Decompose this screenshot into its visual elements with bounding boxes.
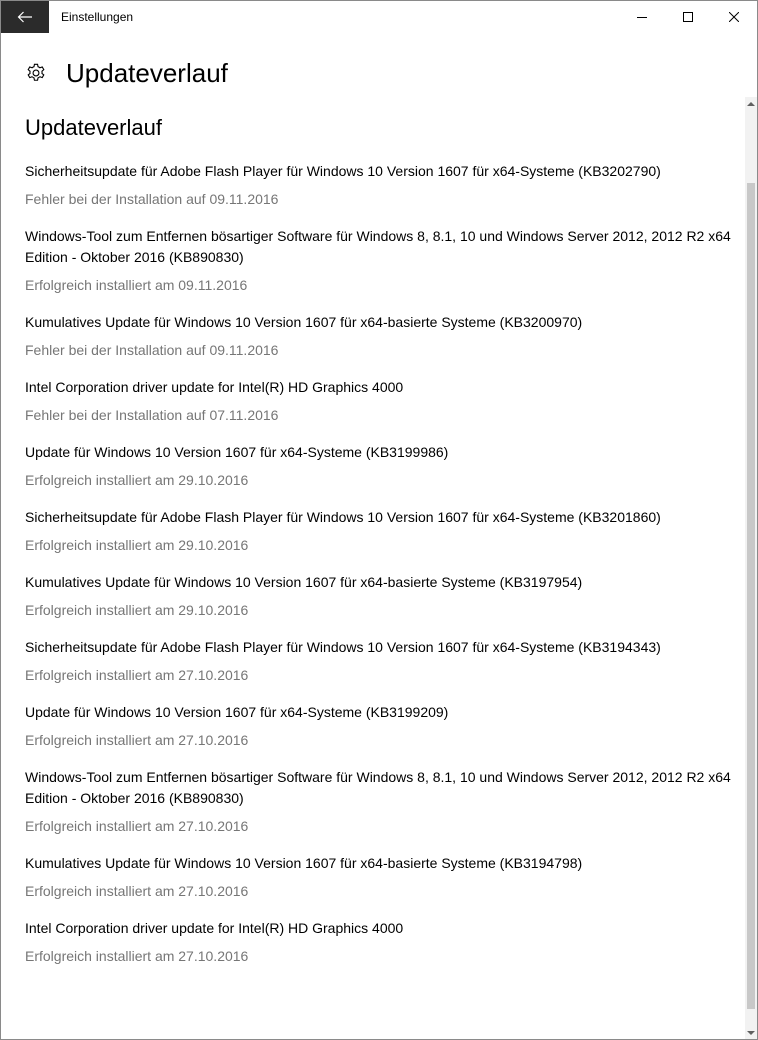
update-status: Erfolgreich installiert am 27.10.2016 [25,667,249,683]
close-icon [729,12,739,22]
update-status: Erfolgreich installiert am 29.10.2016 [25,472,249,488]
update-status: Erfolgreich installiert am 27.10.2016 [25,732,249,748]
update-status: Erfolgreich installiert am 27.10.2016 [25,883,249,899]
close-button[interactable] [711,1,757,33]
update-name-link[interactable]: Sicherheitsupdate für Adobe Flash Player für Windows 10 Version 1607 für x64-Systeme (KB3201860) [25,509,661,525]
gear-icon [25,62,47,84]
update-item [25,767,739,836]
section-title: Updateverlauf [25,115,162,140]
maximize-button[interactable] [665,1,711,33]
update-name-link[interactable]: Sicherheitsupdate für Adobe Flash Player für Windows 10 Version 1607 für x64-Systeme (KB3202790) [25,163,661,179]
minimize-button[interactable] [619,1,665,33]
update-name-link[interactable]: Update für Windows 10 Version 1607 für x64-Systeme (KB3199209) [25,704,449,720]
back-button[interactable] [1,1,49,33]
update-item [25,226,739,295]
update-item [25,507,739,555]
update-name-link[interactable]: Intel Corporation driver update for Intel(R) HD Graphics 4000 [25,920,404,936]
update-item [25,377,739,425]
update-item [25,853,739,901]
scrollbar-thumb[interactable] [747,183,755,1009]
vertical-scrollbar[interactable] [745,97,757,1039]
update-status: Erfolgreich installiert am 27.10.2016 [25,818,249,834]
maximize-icon [683,12,693,22]
update-status: Erfolgreich installiert am 29.10.2016 [25,602,249,618]
update-name-link[interactable]: Windows-Tool zum Entfernen bösartiger Software für Windows 8, 8.1, 10 und Windows Server 2012, 2012 R2 x64 Edition - Oktober 2016 (KB890830) [25,228,731,265]
update-item [25,312,739,360]
scroll-up-arrow-icon [747,101,755,106]
update-status: Fehler bei der Installation auf 07.11.2016 [25,407,279,423]
update-name-link[interactable]: Kumulatives Update für Windows 10 Version 1607 für x64-basierte Systeme (KB3197954) [25,574,583,590]
update-status: Fehler bei der Installation auf 09.11.2016 [25,191,279,207]
title-bar [1,1,757,33]
scroll-down-button[interactable] [745,1027,757,1039]
update-name-link[interactable]: Kumulatives Update für Windows 10 Version 1607 für x64-basierte Systeme (KB3200970) [25,314,583,330]
scroll-up-button[interactable] [745,97,757,109]
update-item [25,702,739,750]
update-item [25,918,739,966]
update-history-content [1,97,743,1039]
update-item [25,161,739,209]
update-name-link[interactable]: Kumulatives Update für Windows 10 Version 1607 für x64-basierte Systeme (KB3194798) [25,855,583,871]
update-list [25,161,739,983]
minimize-icon [637,12,647,22]
page-title: Updateverlauf [66,57,228,88]
update-status: Erfolgreich installiert am 09.11.2016 [25,277,248,293]
app-title: Einstellungen [61,10,134,24]
update-status: Erfolgreich installiert am 27.10.2016 [25,948,249,964]
scroll-down-arrow-icon [747,1031,755,1036]
page-header [25,53,228,93]
update-name-link[interactable]: Update für Windows 10 Version 1607 für x64-Systeme (KB3199986) [25,444,449,460]
update-item [25,442,739,490]
update-item [25,637,739,685]
update-name-link[interactable]: Sicherheitsupdate für Adobe Flash Player für Windows 10 Version 1607 für x64-Systeme (KB3194343) [25,639,661,655]
update-item [25,572,739,620]
update-status: Fehler bei der Installation auf 09.11.2016 [25,342,279,358]
update-status: Erfolgreich installiert am 29.10.2016 [25,537,249,553]
arrow-left-icon [17,11,33,23]
update-name-link[interactable]: Intel Corporation driver update for Intel(R) HD Graphics 4000 [25,379,404,395]
update-name-link[interactable]: Windows-Tool zum Entfernen bösartiger Software für Windows 8, 8.1, 10 und Windows Server 2012, 2012 R2 x64 Edition - Oktober 2016 (KB890830) [25,769,731,806]
